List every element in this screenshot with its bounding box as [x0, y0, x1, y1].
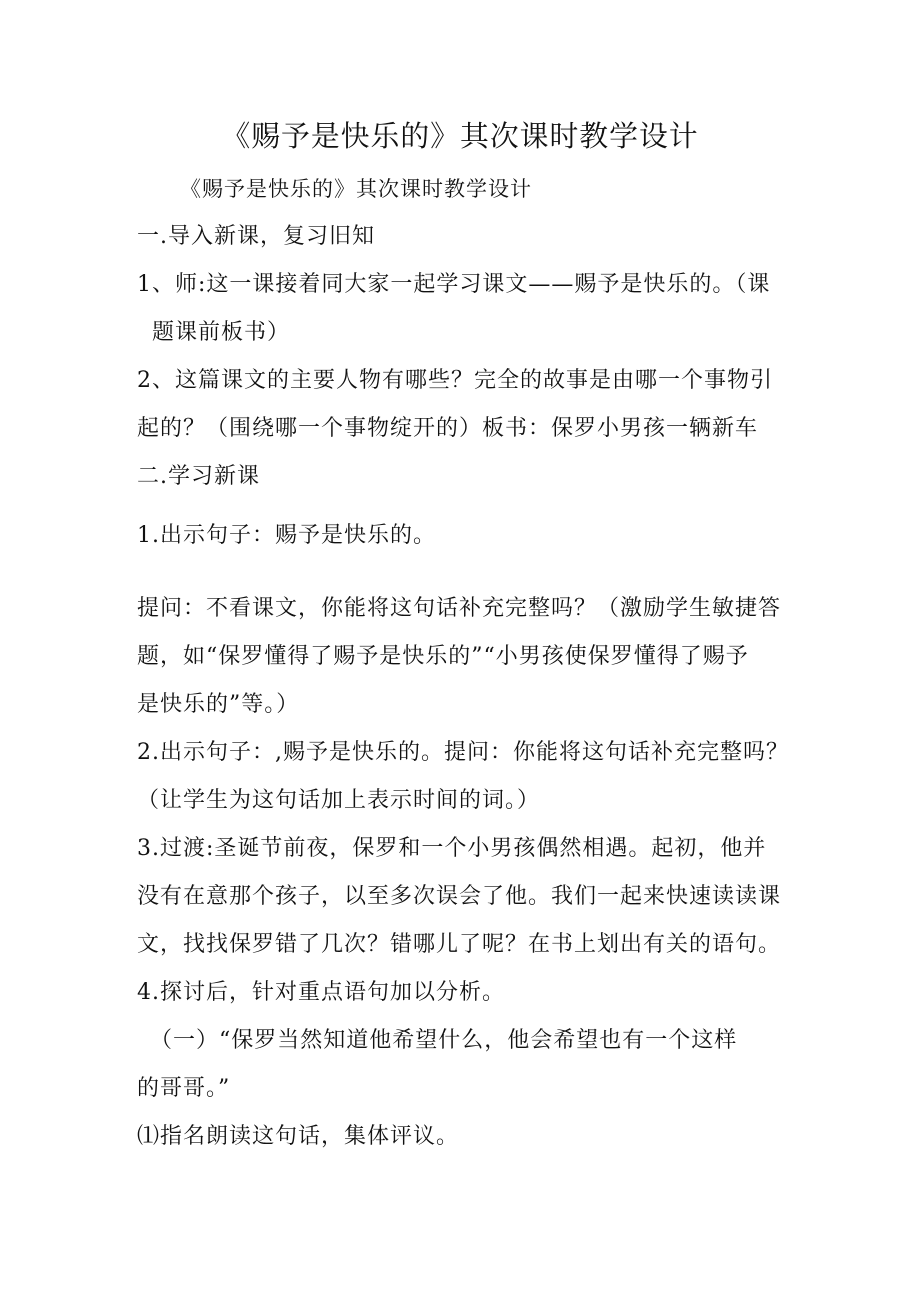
paragraph-line: ⑴指名朗读这句话，集体评议。	[137, 1124, 460, 1149]
paragraph-line: 3.过渡:圣诞节前夜，保罗和一个小男孩偶然相遇。起初，他并	[137, 836, 767, 861]
paragraph-line: 是快乐的”等。）	[137, 692, 300, 717]
paragraph-line: 1.出示句子：赐予是快乐的。	[137, 523, 436, 548]
paragraph-line: 题，如“保罗懂得了赐予是快乐的”“小男孩使保罗懂得了赐予	[137, 644, 749, 669]
paragraph-line: 的哥哥。”	[137, 1076, 231, 1101]
subtitle: 《赐予是快乐的》其次课时教学设计	[180, 177, 532, 201]
paragraph-line: （一）“保罗当然知道他希望什么，他会希望也有一个这样	[150, 1028, 738, 1053]
section-heading-new-lesson: 二.学习新课	[137, 464, 260, 489]
paragraph-line: 题课前板书）	[152, 320, 291, 345]
paragraph-line: 起的？（围绕哪一个事物绽开的）板书：保罗小男孩一辆新车	[137, 416, 759, 441]
paragraph-line: 2.出示句子：,赐予是快乐的。提问：你能将这句话补充完整吗？	[137, 740, 789, 765]
paragraph-line: 2、这篇课文的主要人物有哪些？完全的故事是由哪一个事物引	[137, 368, 773, 393]
paragraph-line: 4.探讨后，针对重点语句加以分析。	[137, 980, 505, 1005]
paragraph-line: 提问：不看课文，你能将这句话补充完整吗？（激励学生敏捷答	[137, 596, 782, 621]
paragraph-line: 没有在意那个孩子，以至多次误会了他。我们一起来快速读读课	[137, 884, 782, 909]
paragraph-line: （让学生为这句话加上表示时间的词。）	[137, 788, 541, 813]
document-title: 《赐予是快乐的》其次课时教学设计	[221, 119, 699, 153]
section-heading-intro: 一.导入新课，复习旧知	[137, 224, 375, 249]
paragraph-line: 文，找找保罗错了几次？错哪儿了呢？在书上划出有关的语句。	[137, 932, 782, 957]
paragraph-line: 1、师:这一课接着同大家一起学习课文——赐予是快乐的。（课	[137, 272, 771, 297]
